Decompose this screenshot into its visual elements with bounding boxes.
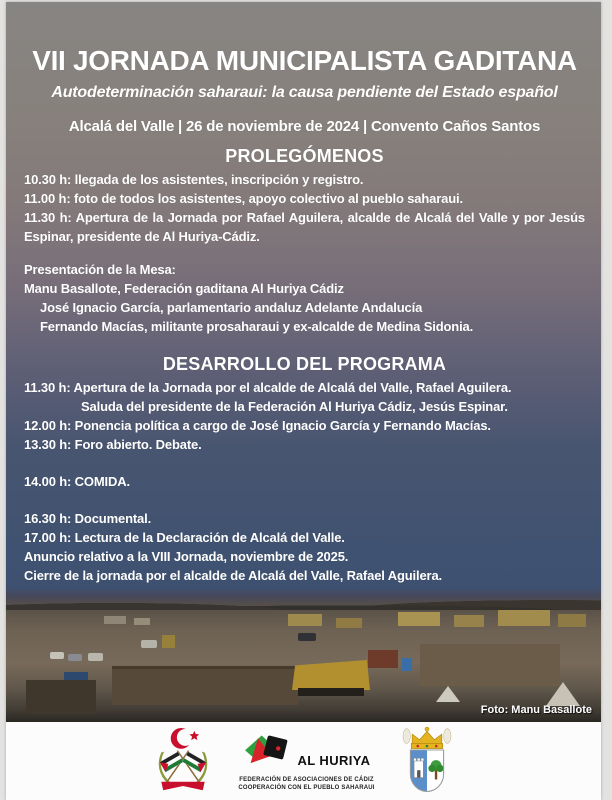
photo-building [398, 612, 440, 626]
poster-title: VII JORNADA MUNICIPALISTA GADITANA [32, 45, 577, 76]
photo-building [104, 616, 126, 624]
al-huriya-logo [238, 730, 374, 792]
photo-car [298, 633, 316, 641]
photo-building [498, 610, 550, 626]
al-huriya-subtitle-1: FEDERACIÓN DE ASOCIACIONES DE CÁDIZ [239, 777, 374, 783]
sadr-coat-of-arms-icon [150, 726, 216, 796]
event-poster [6, 2, 601, 800]
photo-tent [436, 686, 460, 702]
section-heading-prolegomenos: PROLEGÓMENOS [225, 146, 384, 167]
section-heading-programa: DESARROLLO DEL PROGRAMA [162, 354, 447, 375]
mesa-heading: Presentación de la Mesa: [24, 262, 176, 278]
al-huriya-subtitle-2: COOPERACIÓN CON EL PUEBLO SAHARAUI [238, 785, 375, 791]
poster-subtitle: Autodeterminación saharaui: la causa pendiente del Estado español [51, 84, 558, 102]
photo-building [288, 614, 322, 626]
schedule-line: 11.00 h: foto de todos los asistentes, apoyo colectivo al pueblo saharaui. [24, 191, 463, 207]
photo-truck [292, 660, 370, 690]
photo-car [88, 653, 103, 661]
photo-container-red [368, 650, 398, 668]
alcala-del-valle-coat-of-arms-icon [397, 725, 457, 797]
al-huriya-mark-icon [243, 730, 295, 776]
photo-building-dark [26, 680, 96, 714]
schedule-line: Cierre de la jornada por el alcalde de Alcalá del Valle, Rafael Aguilera. [24, 568, 442, 584]
al-huriya-name: AL HURIYA [297, 753, 371, 768]
mesa-member: Fernando Macías, militante prosaharaui y ex-alcalde de Medina Sidonia. [40, 319, 474, 335]
camp-photo [6, 588, 601, 722]
horizon-hills [6, 588, 601, 610]
schedule-line: 11.30 h: Apertura de la Jornada por Rafael Aguilera, alcalde de Alcalá del Valle y por Jesús Espinar, presidente de Al Huriya-Cádiz. [24, 210, 585, 245]
photo-door-blue [402, 658, 412, 671]
photo-truck-wheels [298, 688, 364, 696]
photo-building [454, 615, 484, 627]
photo-wall [112, 666, 298, 705]
photo-credit: Foto: Manu Basallote [480, 704, 592, 716]
photo-building-row [420, 644, 560, 686]
photo-building [336, 618, 362, 628]
poster-text-block [24, 2, 585, 585]
schedule-line: 16.30 h: Documental. [24, 511, 152, 527]
schedule-line: Anuncio relativo a la VIII Jornada, noviembre de 2025. [24, 549, 349, 565]
mesa-member: Manu Basallote, Federación gaditana Al Huriya Cádiz [24, 281, 344, 297]
schedule-line: Saluda del presidente de la Federación Al Huriya Cádiz, Jesús Espinar. [81, 399, 508, 415]
schedule-line: 17.00 h: Lectura de la Declaración de Alcalá del Valle. [24, 530, 345, 546]
schedule-line: 11.30 h: Apertura de la Jornada por el alcalde de Alcalá del Valle, Rafael Aguilera. [24, 380, 512, 396]
photo-building [558, 614, 586, 627]
photo-van [141, 640, 157, 648]
schedule-line: 10.30 h: llegada de los asistentes, inscripción y registro. [24, 172, 364, 188]
event-info-line: Alcalá del Valle | 26 de noviembre de 2024 | Convento Caños Santos [68, 118, 541, 136]
photo-car [50, 652, 64, 659]
photo-car [68, 654, 82, 661]
logo-strip [6, 722, 601, 800]
photo-building [134, 618, 150, 625]
photo-container [162, 635, 175, 648]
schedule-line: 12.00 h: Ponencia política a cargo de José Ignacio García y Fernando Macías. [24, 418, 491, 434]
mesa-member: José Ignacio García, parlamentario andaluz Adelante Andalucía [40, 300, 423, 316]
schedule-line: 14.00 h: COMIDA. [24, 474, 130, 490]
schedule-line: 13.30 h: Foro abierto. Debate. [24, 437, 202, 453]
